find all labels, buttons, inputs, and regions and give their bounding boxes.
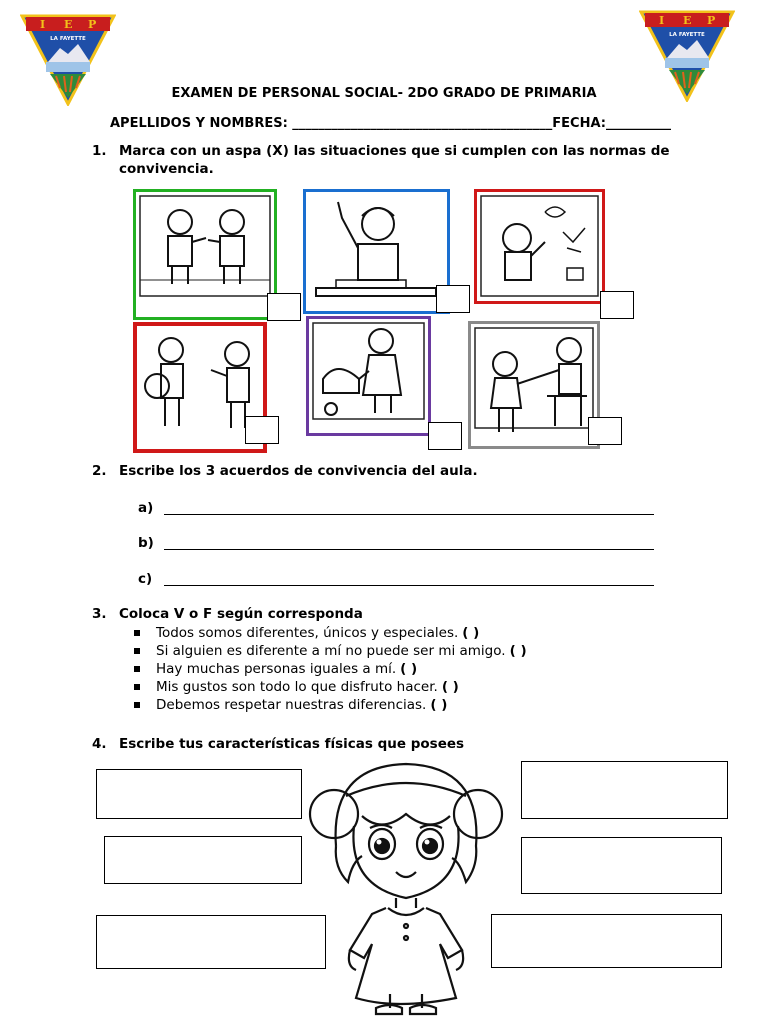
list-item [132, 696, 527, 714]
statement-text: Debemos respetar nuestras diferencias. [156, 697, 427, 713]
logo-letter: E [683, 14, 692, 27]
logo-letter: P [88, 18, 97, 31]
answer-parentheses[interactable]: ( ) [400, 661, 418, 677]
logo-name: LA FAYETTE [669, 32, 705, 38]
true-false-list [132, 624, 527, 714]
answer-rule [164, 585, 654, 586]
picture-girls-pulling-toy [468, 321, 600, 449]
names-date-line: APELLIDOS Y NOMBRES: ________________________________________FECHA:__________ [110, 116, 671, 131]
statement-text: Si alguien es diferente a mí no puede ser mi amigo. [156, 643, 506, 659]
logo-letter: I [40, 18, 46, 31]
question-number: 2. [92, 463, 107, 479]
bullet-square-icon [134, 702, 140, 708]
picture-boy-drawing-on-wall [474, 189, 605, 304]
answer-checkbox-3[interactable] [600, 291, 634, 319]
answer-parentheses[interactable]: ( ) [441, 679, 459, 695]
question-text-line2: convivencia. [119, 161, 214, 177]
answer-checkbox-6[interactable] [588, 417, 622, 445]
answer-checkbox-5[interactable] [428, 422, 462, 450]
answer-checkbox-2[interactable] [436, 285, 470, 313]
question-number: 1. [92, 143, 107, 159]
answer-checkbox-4[interactable] [245, 416, 279, 444]
trait-box-left-2[interactable] [104, 836, 302, 884]
question-text: Coloca V o F según corresponda [119, 606, 363, 622]
bullet-square-icon [134, 630, 140, 636]
answer-line-b[interactable] [138, 535, 162, 551]
answer-checkbox-1[interactable] [267, 293, 301, 321]
question-number: 3. [92, 606, 107, 622]
list-item [132, 678, 527, 696]
trait-box-right-1[interactable] [521, 761, 728, 819]
logo-letter: E [64, 18, 73, 31]
list-item [132, 660, 527, 678]
question-text-line1: Marca con un aspa (X) las situaciones que si cumplen con las normas de [119, 143, 670, 159]
trait-box-right-2[interactable] [521, 837, 722, 894]
list-item [132, 624, 527, 642]
picture-boy-raising-hand [303, 189, 450, 314]
logo-letter: I [659, 14, 665, 27]
statement-text: Todos somos diferentes, únicos y especiales. [156, 625, 459, 641]
page-title: EXAMEN DE PERSONAL SOCIAL- 2DO GRADO DE PRIMARIA [171, 86, 597, 101]
picture-boys-arguing [133, 189, 277, 320]
answer-parentheses[interactable]: ( ) [462, 625, 480, 641]
answer-rule [164, 549, 654, 550]
picture-girl-with-stroller [306, 316, 431, 436]
answer-line-label: c) [138, 571, 153, 587]
answer-rule [164, 514, 654, 515]
girl-illustration [306, 756, 506, 1018]
answer-line-c[interactable] [138, 571, 162, 587]
question-text: Escribe los 3 acuerdos de convivencia del aula. [119, 463, 478, 479]
trait-box-right-3[interactable] [491, 914, 722, 968]
answer-parentheses[interactable]: ( ) [509, 643, 527, 659]
answer-line-label: b) [138, 535, 154, 551]
bullet-square-icon [134, 648, 140, 654]
statement-text: Hay muchas personas iguales a mí. [156, 661, 397, 677]
answer-parentheses[interactable]: ( ) [430, 697, 448, 713]
answer-line-a[interactable] [138, 500, 162, 516]
question-number: 4. [92, 736, 107, 752]
statement-text: Mis gustos son todo lo que disfruto hacer. [156, 679, 438, 695]
bullet-square-icon [134, 684, 140, 690]
trait-box-left-1[interactable] [96, 769, 302, 819]
logo-letter: P [707, 14, 716, 27]
answer-line-label: a) [138, 500, 154, 516]
bullet-square-icon [134, 666, 140, 672]
trait-box-left-3[interactable] [96, 915, 326, 969]
question-text: Escribe tus características físicas que posees [119, 736, 465, 752]
logo-name: LA FAYETTE [50, 36, 86, 42]
list-item [132, 642, 527, 660]
